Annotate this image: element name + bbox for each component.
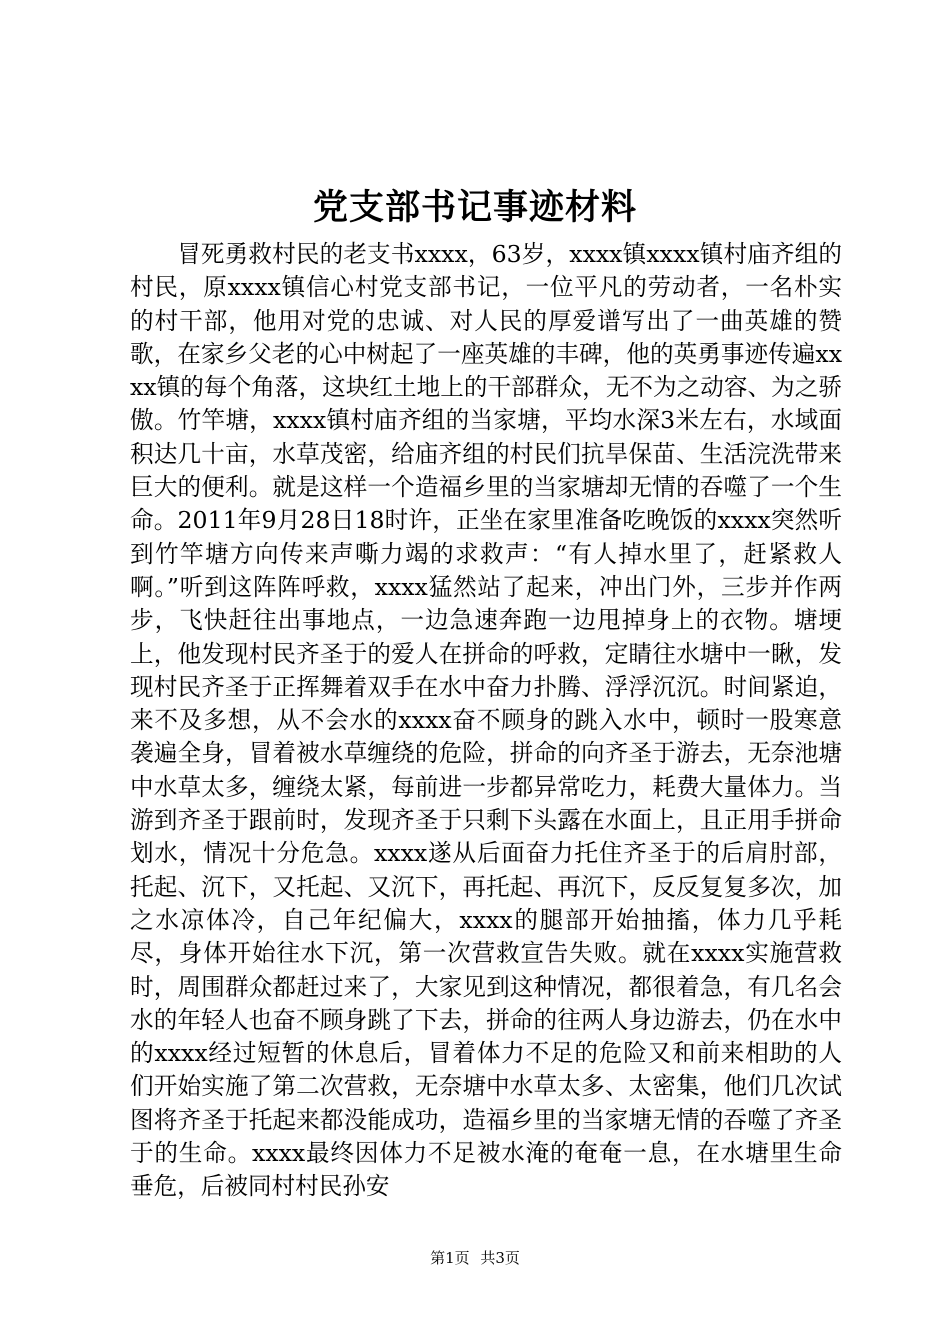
page-title: 党支部书记事迹材料 <box>312 187 637 228</box>
page-footer <box>0 1248 950 1268</box>
page-total: 共3页 <box>480 1249 520 1267</box>
page-number: 第1页 <box>430 1249 470 1267</box>
body-paragraph: 冒死勇救村民的老支书xxxx，63岁，xxxx镇xxxx镇村庙齐组的村民，原xxxx镇信心村党支部书记，一位平凡的劳动者，一名朴实的村干部，他用对党的忠诚、对人民的厚爱谱写出了一曲英雄的赞歌，在家乡父老的心中树起了一座英雄的丰碑，他的英勇事迹传遍xxxx镇的每个角落，这块红土地上的干部群众，无不为之动容、为之骄傲。竹竿塘，xxxx镇村庙齐组的当家塘，平均水深3米左右，水域面积达几十亩，水草茂密，给庙齐组的村民们抗旱保苗、生活浣洗带来巨大的便利。就是这样一个造福乡里的当家塘却无情的吞噬了一个生命。2011年9月28日18时许，正坐在家里准备吃晚饭的xxxx突然听到竹竿塘方向传来声嘶力竭的求救声：“有人掉水里了，赶紧救人啊。”听到这阵阵呼救，xxxx猛然站了起来，冲出门外，三步并作两步，飞快赶往出事地点，一边急速奔跑一边甩掉身上的衣物。塘埂上，他发现村民齐圣于的爱人在拼命的呼救，定睛往水塘中一瞅，发现村民齐圣于正挥舞着双手在水中奋力扑腾、浮浮沉沉。时间紧迫，来不及多想，从不会水的xxxx奋不顾身的跳入水中，顿时一股寒意袭遍全身，冒着被水草缠绕的危险，拼命的向齐圣于游去，无奈池塘中水草太多，缠绕太紧，每前进一步都异常吃力，耗费大量体力。当游到齐圣于跟前时，发现齐圣于只剩下头露在水面上，且正用手拼命划水，情况十分危急。xxxx遂从后面奋力托住齐圣于的后肩肘部，托起、沉下，又托起、又沉下，再托起、再沉下，反反复复多次，加之水凉体冷，自己年纪偏大，xxxx的腿部开始抽搐，体力几乎耗尽，身体开始往水下沉，第一次营救宣告失败。就在xxxx实施营救时，周围群众都赶过来了，大家见到这种情况，都很着急，有几名会水的年轻人也奋不顾身跳了下去，拼命的往两人身边游去，仍在水中的xxxx经过短暂的休息后，冒着体力不足的危险又和前来相助的人们开始实施了第二次营救，无奈塘中水草太多、太密集，他们几次试图将齐圣于托起来都没能成功，造福乡里的当家塘无情的吞噬了齐圣于的生命。xxxx最终因体力不足被水淹的奄奄一息，在水塘里生命垂危，后被同村村民孙安 <box>130 240 842 1201</box>
